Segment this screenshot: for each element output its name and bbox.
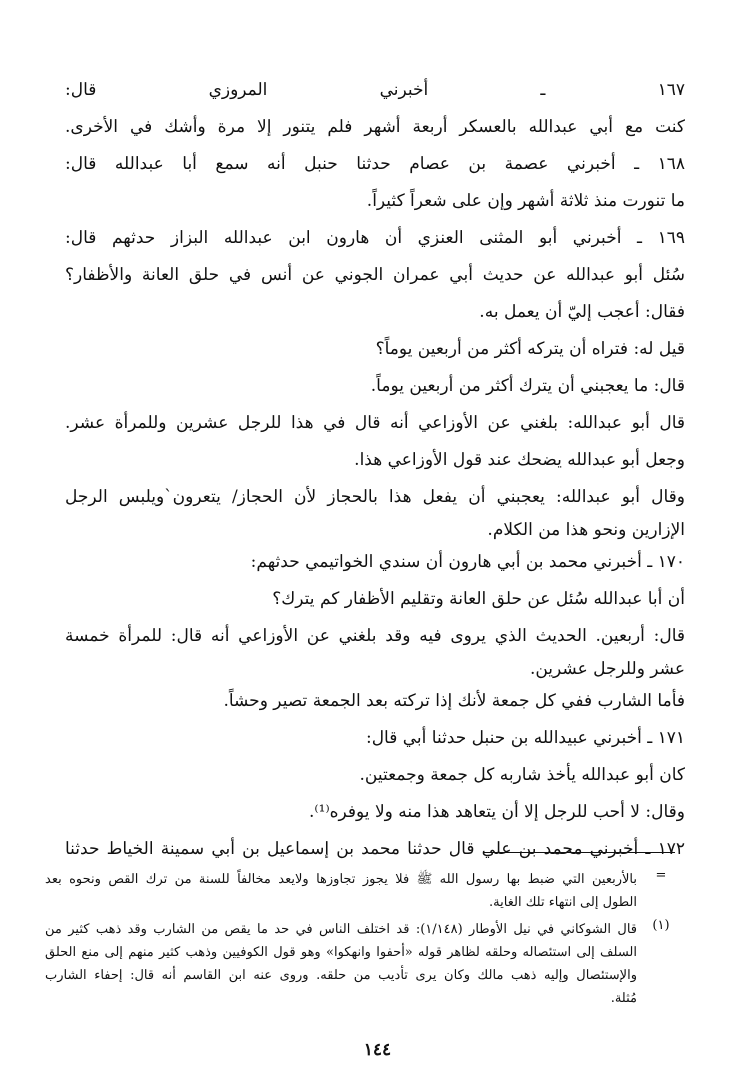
text-line: قال أبو عبدالله: بلغني عن الأوزاعي أنه قال في هذا للرجل عشرين وللمرأة عشر. [65,413,685,433]
footnote-marker: = [655,868,667,883]
text-line: قيل له: فتراه أن يتركه أكثر من أربعين يوماً؟ [375,339,685,359]
text-line: سُئل أبو عبدالله عن حديث أبي عمران الجوني عن أنس في حلق العانة والأظفار؟ [65,265,685,285]
text-line: عشر وللرجل عشرين. [529,659,685,679]
footnote-line: السلف إلى استئصاله وحلقه لظاهر قوله «أحفوا وانهكوا» وهو قول الكوفيين وذهب كثير منهم إلى منع الحلق [45,945,637,960]
footnote-marker: (١) [652,918,670,933]
text-line: ١٦٨ ـ أخبرني عصمة بن عصام حدثنا حنبل أنه سمع أبا عبدالله قال: [65,154,685,174]
text-line: قال: أربعين. الحديث الذي يروى فيه وقد بلغني عن الأوزاعي أنه قال: للمرأة خمسة [65,626,685,646]
text-line: ما تنورت منذ ثلاثة أشهر وإن على شعراً كثيراً. [366,191,685,211]
footnote-line: مُثلة. [610,991,637,1006]
text-line: الإزارين ونحو هذا من الكلام. [487,520,685,540]
text-line: قال: ما يعجبني أن يترك أكثر من أربعين يوماً. [370,376,685,396]
text-line: وقال: لا أحب للرجل إلا أن يتعاهد هذا منه ولا يوفره⁽¹⁾. [309,802,685,822]
text-line: ١٦٩ ـ أخبرني أبو المثنى العنزي أن هارون ابن عبدالله البزاز حدثهم قال: [65,228,685,248]
text-line: فقال: أعجب إليّ أن يعمل به. [479,302,685,322]
footnote-line: والإستئصال وإليه ذهب مالك وكان يرى تأديب من حلقه. وروى عنه ابن القاسم أنه قال: إحفاء الشارب [45,968,637,983]
text-line: أن أبا عبدالله سُئل عن حلق العانة وتقليم الأظفار كم يترك؟ [272,589,685,609]
footnote-line: بالأربعين التي ضبط بها رسول الله ﷺ فلا يجوز تجاوزها ولايعد مخالفاً للسنة من ترك القص ونحوه بعد [45,872,637,887]
text-line: كنت مع أبي عبدالله بالعسكر أربعة أشهر فلم يتنور إلا مرة وأشك في الأخرى. [65,117,685,137]
text-line: ١٧٠ ـ أخبرني محمد بن أبي هارون أن سندي الخواتيمي حدثهم: [250,552,685,572]
text-line: كان أبو عبدالله يأخذ شاربه كل جمعة وجمعتين. [359,765,685,785]
page-number: ١٤٤ [363,1040,392,1060]
text-line: ١٧٢ ـ أخبرني محمد بن علي قال حدثنا محمد بن إسماعيل بن أبي سمينة الخياط حدثنا [65,839,685,859]
footnotes [45,868,685,1014]
footnote-continuation [45,868,685,914]
text-line: فأما الشارب ففي كل جمعة لأنك إذا تركته بعد الجمعة تصير وحشاً. [223,691,685,711]
footnote-divider [483,852,675,853]
text-line: وقال أبو عبدالله: يعجبني أن يفعل هذا بالحجاز لأن الحجاز/ يتعرون`ويلبس الرجل [65,487,685,507]
footnote-line: قال الشوكاني في نيل الأوطار (١/١٤٨): قد اختلف الناس في حد ما يقص من الشارب وقد ذهب كثير من [45,922,637,937]
text-line: ١٦٧ ـ أخبرني المروزي قال: [65,80,685,100]
text-line: ١٧١ ـ أخبرني عبيدالله بن حنبل حدثنا أبي قال: [365,728,685,748]
main-text [65,72,685,868]
text-line: وجعل أبو عبدالله يضحك عند قول الأوزاعي هذا. [354,450,685,470]
footnote-1 [45,918,685,1010]
footnote-line: الطول إلى انتهاء تلك الغاية. [489,895,637,910]
